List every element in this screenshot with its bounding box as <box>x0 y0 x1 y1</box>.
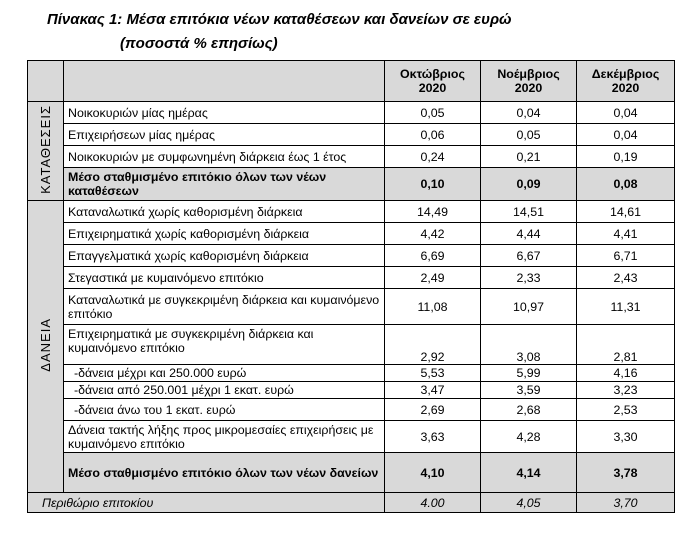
cell-value: 4,42 <box>385 223 481 245</box>
row-label: Επιχειρηματικά με συγκεκριμένη διάρκεια και κυμαινόμενο επιτόκιο <box>64 325 385 365</box>
row-label: -δάνεια άνω του 1 εκατ. ευρώ <box>64 399 385 421</box>
cell-value: 0,04 <box>577 124 675 146</box>
row-label: -δάνεια μέχρι και 250.000 ευρώ <box>64 365 385 382</box>
table-row <box>28 102 675 124</box>
row-label: Μέσο σταθμισμένο επιτόκιο όλων των νέων δανείων <box>64 453 385 493</box>
table-row <box>28 365 675 382</box>
column-header-december: Δεκέμβριος 2020 <box>577 61 675 102</box>
cell-value: 5,53 <box>385 365 481 382</box>
row-label: -δάνεια από 250.001 μέχρι 1 εκατ. ευρώ <box>64 382 385 399</box>
table-row <box>28 421 675 453</box>
header-corner-label <box>64 61 385 102</box>
table-row <box>28 146 675 168</box>
cell-value: 0,06 <box>385 124 481 146</box>
table-row-total-loans <box>28 453 675 493</box>
row-label: Περιθώριο επιτοκίου <box>28 493 385 513</box>
row-label: Επαγγελματικά χωρίς καθορισμένη διάρκεια <box>64 245 385 267</box>
cell-value: 0,04 <box>481 102 577 124</box>
table-row <box>28 267 675 289</box>
cell-value: 14,61 <box>577 201 675 223</box>
row-label: Νοικοκυριών με συμφωνημένη διάρκεια έως 1 έτος <box>64 146 385 168</box>
cell-value: 0,08 <box>577 168 675 201</box>
cell-value: 4,41 <box>577 223 675 245</box>
table-row-total-deposits <box>28 168 675 201</box>
cell-value: 4,14 <box>481 453 577 493</box>
group-label-loans: ΔΑΝΕΙΑ <box>28 201 64 493</box>
cell-value: 2,92 <box>385 325 481 365</box>
cell-value: 0,04 <box>577 102 675 124</box>
column-header-october: Οκτώβριος 2020 <box>385 61 481 102</box>
column-header-november: Νοέμβριος 2020 <box>481 61 577 102</box>
table-row <box>28 201 675 223</box>
cell-value: 3,08 <box>481 325 577 365</box>
cell-value: 3,78 <box>577 453 675 493</box>
cell-value: 4,05 <box>481 493 577 513</box>
row-label: Στεγαστικά με κυμαινόμενο επιτόκιο <box>64 267 385 289</box>
cell-value: 14,51 <box>481 201 577 223</box>
table-row <box>28 399 675 421</box>
cell-value: 3,23 <box>577 382 675 399</box>
cell-value: 0,05 <box>385 102 481 124</box>
cell-value: 3,70 <box>577 493 675 513</box>
rates-table <box>27 60 675 513</box>
cell-value: 6,71 <box>577 245 675 267</box>
row-label: Καταναλωτικά χωρίς καθορισμένη διάρκεια <box>64 201 385 223</box>
table-title: Πίνακας 1: Μέσα επιτόκια νέων καταθέσεων και δανείων σε ευρώ <box>47 11 512 28</box>
table-subtitle: (ποσοστά % επησίως) <box>120 35 278 52</box>
cell-value: 2,49 <box>385 267 481 289</box>
cell-value: 4,44 <box>481 223 577 245</box>
row-label: Επιχειρήσεων μίας ημέρας <box>64 124 385 146</box>
header-corner-left <box>28 61 64 102</box>
table-row <box>28 325 675 365</box>
cell-value: 3,59 <box>481 382 577 399</box>
table-row <box>28 289 675 325</box>
cell-value: 0,21 <box>481 146 577 168</box>
cell-value: 2,81 <box>577 325 675 365</box>
row-label: Μέσο σταθμισμένο επιτόκιο όλων των νέων καταθέσεων <box>64 168 385 201</box>
cell-value: 0,19 <box>577 146 675 168</box>
table-row <box>28 223 675 245</box>
row-label: Επιχειρηματικά χωρίς καθορισμένη διάρκεια <box>64 223 385 245</box>
cell-value: 0,09 <box>481 168 577 201</box>
cell-value: 3,63 <box>385 421 481 453</box>
table-row <box>28 382 675 399</box>
row-label: Νοικοκυριών μίας ημέρας <box>64 102 385 124</box>
row-label: Δάνεια τακτής λήξης προς μικρομεσαίες επιχειρήσεις με κυμαινόμενο επιτόκιο <box>64 421 385 453</box>
table-row-interest-margin <box>28 493 675 513</box>
header-row <box>28 61 675 102</box>
cell-value: 6,69 <box>385 245 481 267</box>
cell-value: 11,31 <box>577 289 675 325</box>
table-row <box>28 124 675 146</box>
cell-value: 2,43 <box>577 267 675 289</box>
group-label-deposits: ΚΑΤΑΘΕΣΕΙΣ <box>28 102 64 201</box>
cell-value: 2,69 <box>385 399 481 421</box>
cell-value: 10,97 <box>481 289 577 325</box>
cell-value: 0,05 <box>481 124 577 146</box>
cell-value: 4,28 <box>481 421 577 453</box>
cell-value: 5,99 <box>481 365 577 382</box>
table-row <box>28 245 675 267</box>
cell-value: 4,16 <box>577 365 675 382</box>
cell-value: 2,53 <box>577 399 675 421</box>
cell-value: 3,47 <box>385 382 481 399</box>
cell-value: 11,08 <box>385 289 481 325</box>
cell-value: 0,10 <box>385 168 481 201</box>
row-label: Καταναλωτικά με συγκεκριμένη διάρκεια και κυμαινόμενο επιτόκιο <box>64 289 385 325</box>
cell-value: 14,49 <box>385 201 481 223</box>
cell-value: 3,30 <box>577 421 675 453</box>
cell-value: 2,33 <box>481 267 577 289</box>
cell-value: 4.00 <box>385 493 481 513</box>
cell-value: 0,24 <box>385 146 481 168</box>
cell-value: 6,67 <box>481 245 577 267</box>
cell-value: 2,68 <box>481 399 577 421</box>
cell-value: 4,10 <box>385 453 481 493</box>
